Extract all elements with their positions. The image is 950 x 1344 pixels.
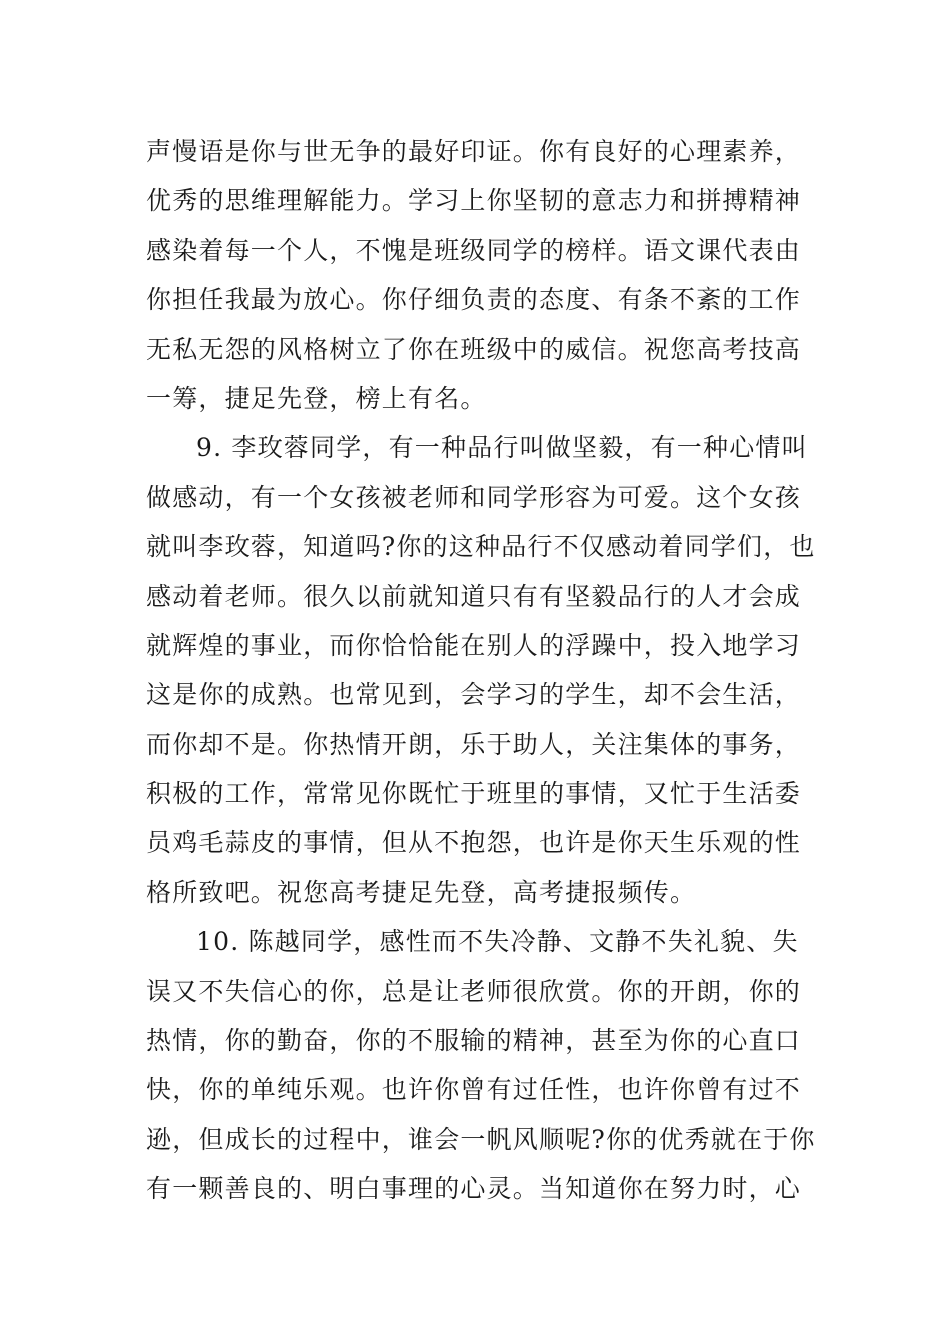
- text-line: 误又不失信心的你，总是让老师很欣赏。你的开朗，你的: [146, 976, 802, 1006]
- paragraph-first-line: 10. 陈越同学，感性而不失冷静、文静不失礼貌、失: [196, 927, 799, 957]
- text-line: 逊，但成长的过程中，谁会一帆风顺呢?你的优秀就在于你: [146, 1124, 816, 1154]
- text-line: 而你却不是。你热情开朗，乐于助人，关注集体的事务，: [146, 729, 802, 759]
- document-body: [146, 127, 816, 1214]
- text-line: 积极的工作，常常见你既忙于班里的事情，又忙于生活委: [146, 779, 802, 809]
- text-line: 声慢语是你与世无争的最好印证。你有良好的心理素养，: [146, 137, 802, 166]
- text-line: 感动着老师。很久以前就知道只有有坚毅品行的人才会成: [146, 581, 802, 611]
- text-line: 这是你的成熟。也常见到，会学习的学生，却不会生活，: [146, 680, 802, 710]
- text-line: 热情，你的勤奋，你的不服输的精神，甚至为你的心直口: [146, 1026, 802, 1056]
- text-line: 优秀的思维理解能力。学习上你坚韧的意志力和拼搏精神: [146, 186, 802, 216]
- text-line: 做感动，有一个女孩被老师和同学形容为可爱。这个女孩: [146, 482, 802, 512]
- text-line: 有一颗善良的、明白事理的心灵。当知道你在努力时，心: [146, 1174, 802, 1204]
- text-line: 就辉煌的事业，而你恰恰能在别人的浮躁中，投入地学习: [146, 630, 802, 660]
- text-line: 快，你的单纯乐观。也许你曾有过任性，也许你曾有过不: [146, 1075, 802, 1105]
- text-line: 你担任我最为放心。你仔细负责的态度、有条不紊的工作: [146, 285, 802, 315]
- text-line: 一筹，捷足先登，榜上有名。: [146, 383, 487, 413]
- paragraph-first-line: 9. 李玫蓉同学，有一种品行叫做坚毅，有一种心情叫: [196, 433, 808, 463]
- text-line: 格所致吧。祝您高考捷足先登，高考捷报频传。: [146, 877, 697, 907]
- text-line: 感染着每一个人，不愧是班级同学的榜样。语文课代表由: [146, 235, 802, 265]
- text-line: 无私无怨的风格树立了你在班级中的威信。祝您高考技高: [146, 334, 802, 364]
- text-line: 员鸡毛蒜皮的事情，但从不抱怨，也许是你天生乐观的性: [146, 828, 802, 858]
- text-line: 就叫李玫蓉，知道吗?你的这种品行不仅感动着同学们，也: [146, 532, 816, 562]
